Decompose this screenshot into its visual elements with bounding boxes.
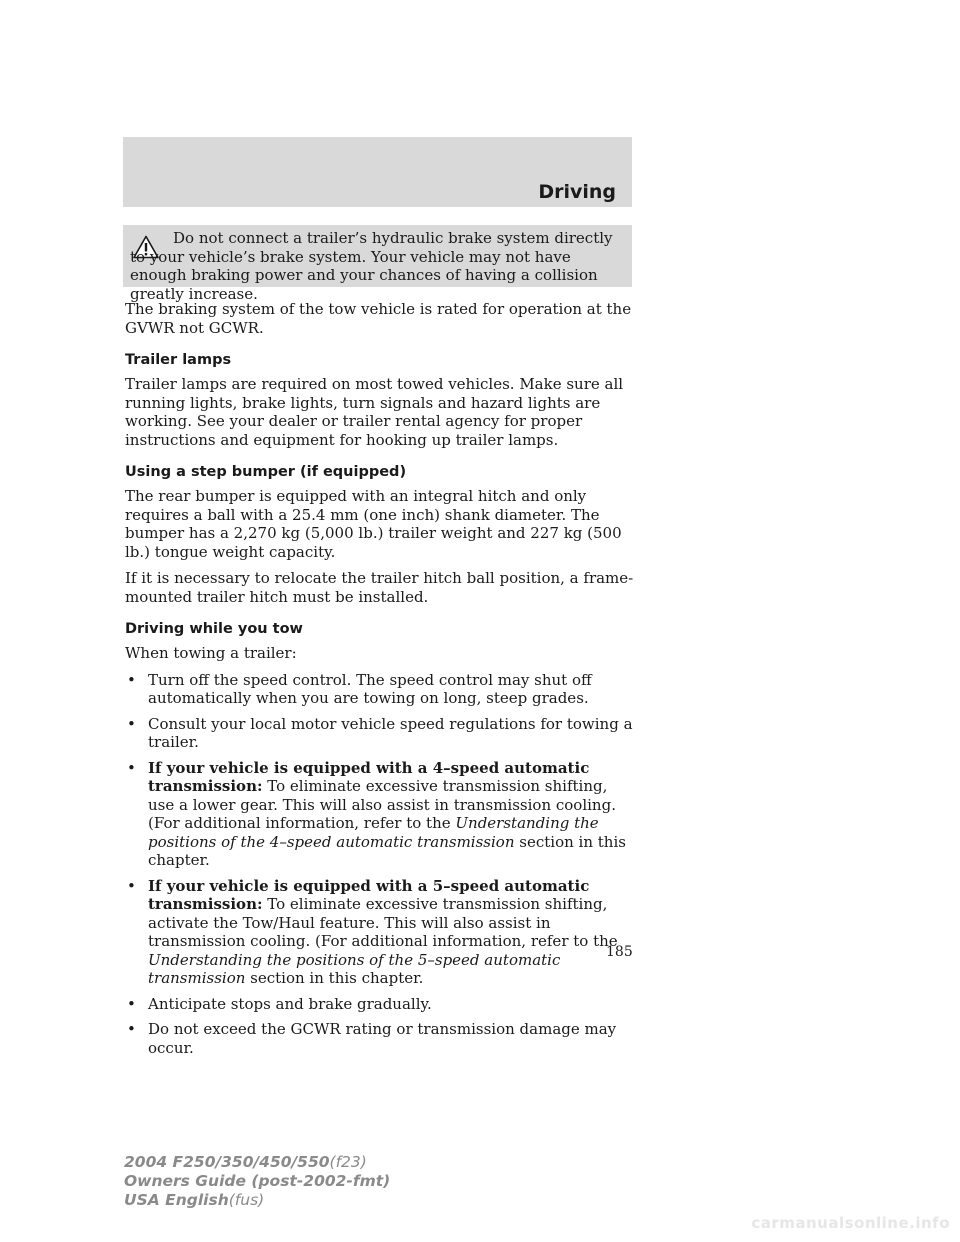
footer-lang-code: (fus) bbox=[228, 1191, 265, 1209]
footer-line-1 bbox=[124, 1153, 390, 1172]
warning-text: Do not connect a trailer’s hydraulic brake system directly to your vehicle’s brake system. Your vehicle may not have enough braking power and your chances of having a collision greatly increase. bbox=[130, 229, 613, 303]
section-reference: Understanding the positions of the 5–speed automatic transmission bbox=[148, 950, 561, 987]
bullet-text: section in this chapter. bbox=[245, 969, 424, 987]
list-item bbox=[125, 1020, 635, 1057]
step-bumper-paragraph-1: The rear bumper is equipped with an integral hitch and only requires a ball with a 25.4 mm (one inch) shank diameter. The bumper has a 2,270 kg (5,000 lb.) trailer weight and 227 kg (500 lb.) tongue weight capacity. bbox=[125, 487, 622, 561]
step-bumper-paragraph-2: If it is necessary to relocate the trailer hitch ball position, a frame-mounted trailer hitch must be installed. bbox=[125, 569, 634, 606]
towing-bullet-list bbox=[125, 671, 635, 1058]
header-band bbox=[123, 137, 632, 207]
footer-line-3 bbox=[124, 1191, 390, 1210]
bullet-text: Turn off the speed control. The speed control may shut off automatically when you are towing on long, steep grades. bbox=[148, 670, 592, 707]
document-footer bbox=[124, 1153, 390, 1210]
heading-step-bumper: Using a step bumper (if equipped) bbox=[125, 464, 407, 480]
driving-tow-intro: When towing a trailer: bbox=[125, 644, 297, 662]
bullet-bold-lead: If your vehicle is equipped with a 5–speed automatic transmission: bbox=[148, 876, 590, 913]
bullet-text: To eliminate excessive transmission shifting, activate the Tow/Haul feature. This will also assist in transmission cooling. (For additional information, refer to the bbox=[148, 895, 618, 950]
list-item bbox=[125, 715, 635, 752]
page-content bbox=[125, 300, 635, 1064]
intro-paragraph: The braking system of the tow vehicle is rated for operation at the GVWR not GCWR. bbox=[125, 300, 632, 337]
bullet-text: To eliminate excessive transmission shifting, use a lower gear. This will also assist in transmission cooling. (For additional information, refer to the bbox=[148, 777, 616, 832]
trailer-lamps-paragraph: Trailer lamps are required on most towed vehicles. Make sure all running lights, brake lights, turn signals and hazard lights are working. See your dealer or trailer rental agency for proper instructions and equipment for hooking up trailer lamps. bbox=[125, 375, 624, 449]
heading-driving-while-tow: Driving while you tow bbox=[125, 621, 303, 637]
list-item bbox=[125, 877, 635, 988]
footer-code: (f23) bbox=[329, 1153, 367, 1171]
section-reference: Understanding the positions of the 4–speed automatic transmission bbox=[148, 814, 599, 851]
section-title: Driving bbox=[538, 181, 616, 203]
footer-guide: Owners Guide (post-2002-fmt) bbox=[124, 1172, 391, 1190]
bullet-text: Consult your local motor vehicle speed regulations for towing a trailer. bbox=[148, 714, 633, 751]
page-number: 185 bbox=[606, 944, 633, 960]
footer-line-2 bbox=[124, 1172, 390, 1191]
list-item bbox=[125, 671, 635, 708]
footer-language: USA English bbox=[124, 1191, 229, 1209]
bullet-text: section in this chapter. bbox=[148, 832, 626, 869]
warning-box bbox=[123, 225, 632, 303]
heading-trailer-lamps: Trailer lamps bbox=[125, 352, 232, 368]
bullet-text: Do not exceed the GCWR rating or transmission damage may occur. bbox=[148, 1020, 617, 1057]
list-item bbox=[125, 759, 635, 870]
bullet-text: Anticipate stops and brake gradually. bbox=[148, 994, 432, 1013]
list-item bbox=[125, 995, 635, 1014]
bullet-bold-lead: If your vehicle is equipped with a 4–speed automatic transmission: bbox=[148, 758, 590, 795]
footer-model: 2004 F250/350/450/550 bbox=[124, 1153, 330, 1171]
watermark: carmanualsonline.info bbox=[751, 1214, 950, 1232]
